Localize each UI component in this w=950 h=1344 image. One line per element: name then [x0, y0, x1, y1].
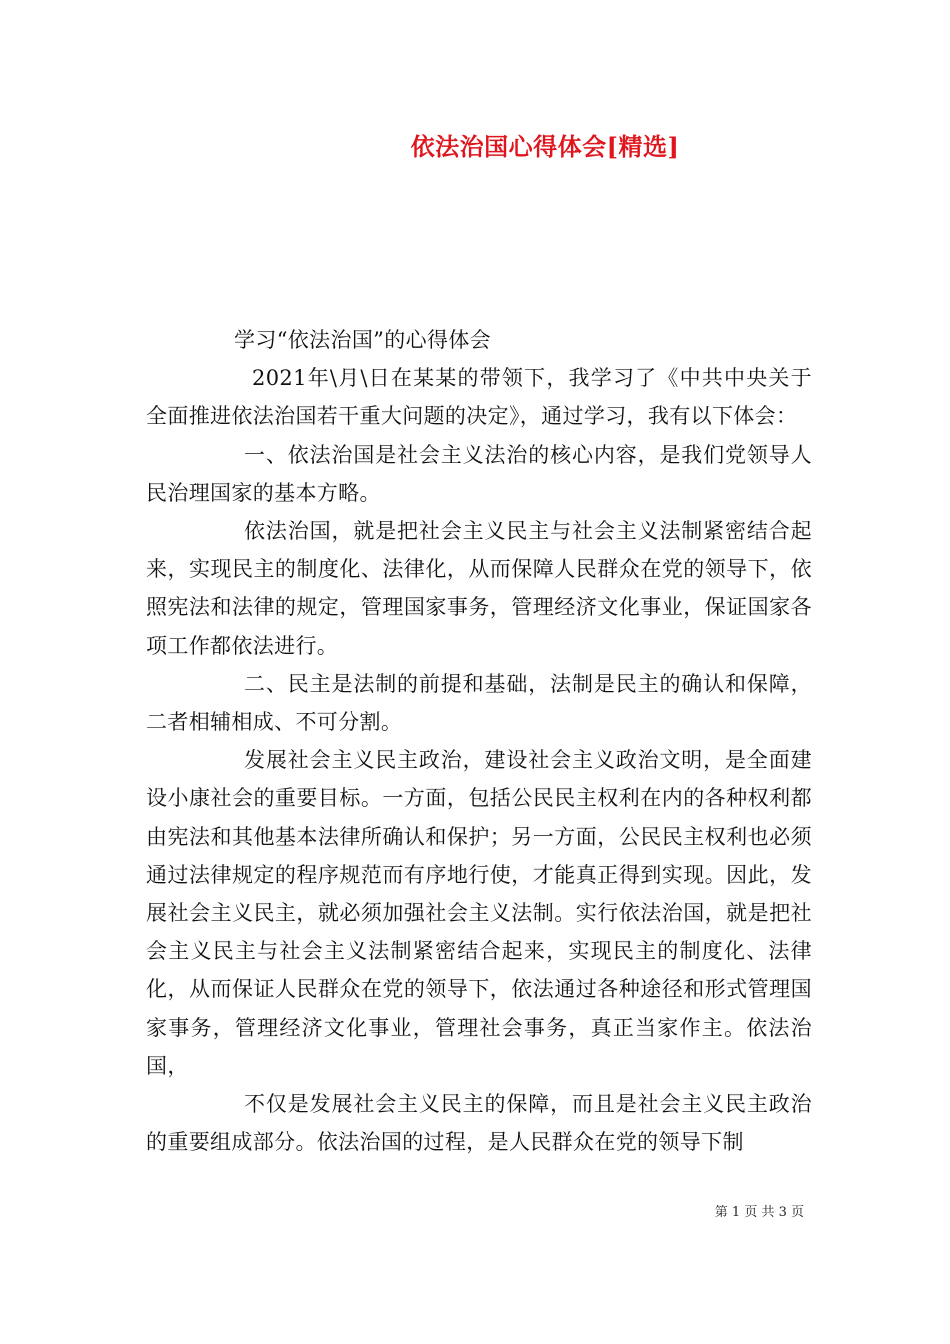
paragraph: 一、依法治国是社会主义法治的核心内容，是我们党领导人民治理国家的基本方略。 — [146, 442, 812, 505]
document-subtitle: 学习“依法治国”的心得体会 — [234, 328, 492, 352]
paragraph: 不仅是发展社会主义民主的保障，而且是社会主义民主政治的重要组成部分。依法治国的过程，是人民群众在党的领导下制 — [146, 1092, 812, 1155]
paragraph: 2021年\月\日在某某的带领下，我学习了《中共中央关于全面推进依法治国若干重大问题的决定》，通过学习，我有以下体会： — [146, 366, 812, 429]
paragraph: 二、民主是法制的前提和基础，法制是民主的确认和保障，二者相辅相成、不可分割。 — [146, 671, 812, 735]
document-title: 依法治国心得体会[精选] — [410, 132, 680, 161]
document-body — [146, 321, 812, 1161]
paragraph: 发展社会主义民主政治，建设社会主义政治文明，是全面建设小康社会的重要目标。一方面，包括公民民主权利在内的各种权利都由宪法和其他基本法律所确认和保护；另一方面，公民民主权利也必须通过法律规定的程序规范而有序地行使，才能真正得到实现。因此，发展社会主义民主，就必须加强社会主义法制。实行依法治国，就是把社会主义民主与社会主义法制紧密结合起来，实现民主的制度化、法律化，从而保证人民群众在党的领导下，依法通过各种途径和形式管理国家事务，管理经济文化事业，管理社会事务，真正当家作主。依法治国， — [146, 748, 812, 1078]
page-number-footer: 第 1 页 共 3 页 — [714, 1205, 804, 1220]
paragraph: 依法治国，就是把社会主义民主与社会主义法制紧密结合起来，实现民主的制度化、法律化，从而保障人民群众在党的领导下，依照宪法和法律的规定，管理国家事务，管理经济文化事业，保证国家各项工作都依法进行。 — [146, 519, 812, 658]
